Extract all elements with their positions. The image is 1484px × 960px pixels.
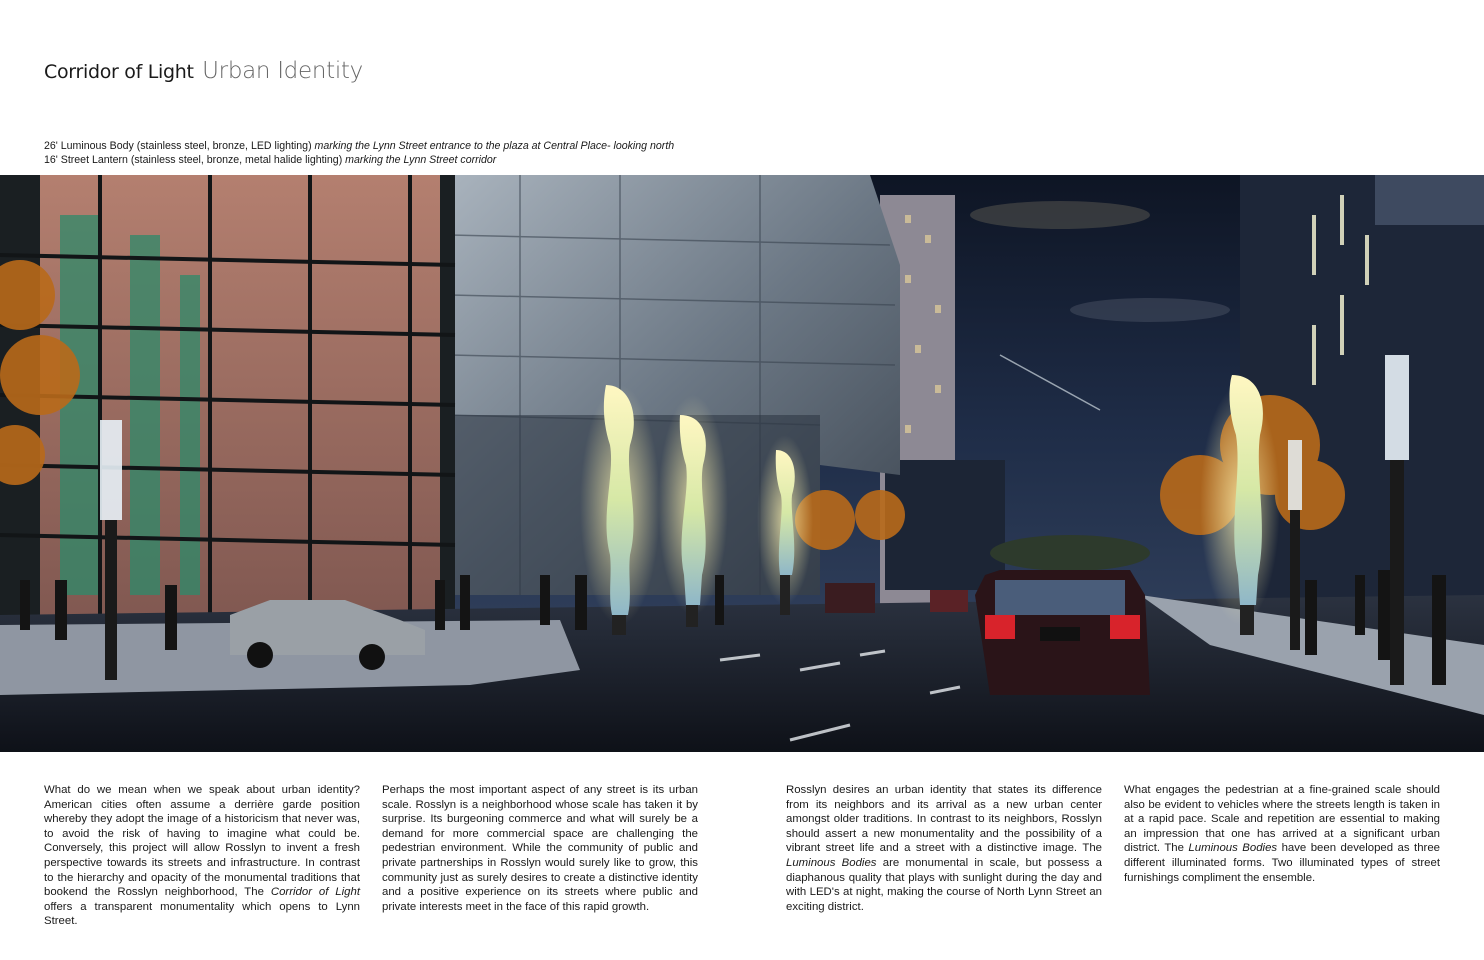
- page-title: [44, 58, 363, 84]
- col2-text: Perhaps the most important aspect of any street is its urban scale. Rosslyn is a neighborhood whose scale has taken it by surprise. Its burgeoning commerce and what will surely be a demand for more commercial space are challenging the pedestrian environment. While the community of public and private partnerships in Rosslyn would surely like to grow, this community just as surely desires to create a distinctive identity and a positive experience on its streets where public and private interests meet in the face of this rapid growth.: [382, 784, 698, 913]
- caption-1-italic: marking the Lynn Street entrance to the plaza at Central Place- looking north: [314, 140, 675, 152]
- col4-italic: Luminous Bodies: [1188, 842, 1278, 855]
- text-column-3: [786, 783, 1102, 914]
- col3-italic: Luminous Bodies: [786, 856, 877, 869]
- caption-2-text: 16' Street Lantern (stainless steel, bronze, metal halide lighting): [44, 154, 346, 166]
- night-street-rendering: [0, 175, 1484, 752]
- caption-2-italic: marking the Lynn Street corridor: [345, 154, 497, 166]
- col3-text-b: are monumental in scale, but possess a diaphanous quality that plays with sunlight during the day and with LED's at night, making the course of North Lynn Street an exciting district.: [786, 856, 1103, 913]
- col3-text-a: Rosslyn desires an urban identity that states its difference from its neighbors and its arrival as a new urban center amongst older traditions. In contrast to its neighbors, Rosslyn should assert a new monumentality and the possibility of a vibrant street life and a street with a distinctive image. The: [786, 784, 1102, 855]
- image-captions: [44, 139, 674, 167]
- col1-text-a: What do we mean when we speak about urban identity? American cities often assume a derrière garde position whereby they adopt the image of a historicism that never was, to avoid the risk of having to imagine what could be. Conversely, this project will allow Rosslyn to invent a fresh perspective towards its streets and infrastructure. In contrast to the hierarchy and opacity of the monumental traditions that bookend the Rosslyn neighborhood, The: [44, 784, 360, 899]
- col4-text-a: What engages the pedestrian at a fine-grained scale should also be evident to vehicles where the streets length is taken in at a rapid pace. Scale and repetition are essential to making an impression that one has arrived at a significant urban district. The: [1124, 784, 1440, 855]
- caption-line-1: [44, 139, 674, 153]
- title-main: Corridor of Light: [44, 61, 194, 83]
- col4-text-b: have been developed as three different illuminated forms. Two illuminated types of street furnishings compliment the ensemble.: [1124, 842, 1441, 884]
- caption-line-2: [44, 153, 674, 167]
- title-subtitle: Urban Identity: [202, 58, 363, 84]
- text-column-4: [1124, 783, 1440, 885]
- text-column-2: [382, 783, 698, 914]
- col1-text-b: offers a transparent monumentality which opens to Lynn Street.: [44, 900, 360, 928]
- col1-italic: Corridor of Light: [270, 886, 360, 899]
- caption-1-text: 26' Luminous Body (stainless steel, bronze, LED lighting): [44, 140, 315, 152]
- text-column-1: [44, 783, 360, 929]
